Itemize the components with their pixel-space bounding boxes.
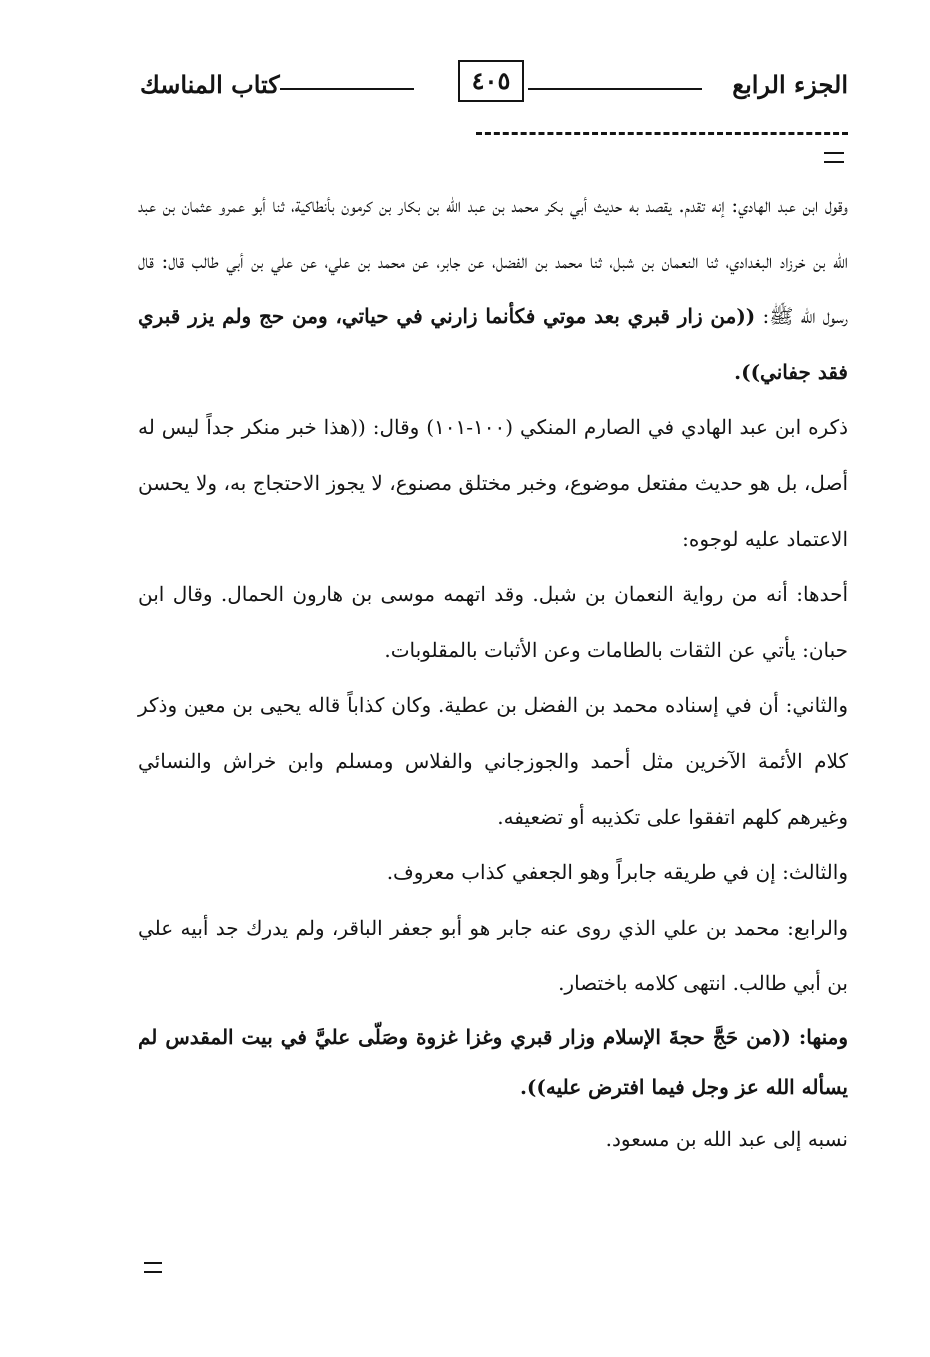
hadith-quote: ومنها: ((من حَجَّ حجةَ الإسلام وزار قبري وغزا غزوة وصَلّى عليَّ في بيت المقدس لم يسأله الله عز وجل فيما افترض عليه)). <box>138 1024 848 1099</box>
double-line-mark <box>824 152 844 163</box>
double-line-mark <box>144 1262 162 1273</box>
main-text <box>138 178 848 1168</box>
paragraph: والثاني: أن في إسناده محمد بن الفضل بن عطية. وكان كذاباً قاله يحيى بن معين وذكر كلام الأئمة الآخرين مثل أحمد والجوزجاني والفلاس ومسلم وابن خراش والنسائي وغيرهم كلهم اتفقوا على تكذيبه أو تضعيفه. <box>138 693 848 829</box>
hadith-quote: ((من زار قبري بعد موتي فكأنما زارني في حياتي، ومن حج ولم يزر قبري فقد جفاني)). <box>138 304 848 384</box>
paragraph <box>138 178 848 400</box>
paragraph: أحدها: أنه من رواية النعمان بن شبل. وقد اتهمه موسى بن هارون الحمال. وقال ابن حبان: يأتي عن الثقات بالطامات وعن الأثبات بالمقلوبات. <box>138 582 848 662</box>
paragraph-text: وقول ابن عبد الهادي: إنه تقدم. يقصد به حديث أبي بكر محمد بن عبد الله بن بكار بن كرمون بأنطاكية، ثنا أبو عمرو عثمان بن عبد الله بن خرزاد البغدادي، ثنا النعمان بن شبل، ثنا محمد بن الفضل، عن جابر، عن محمد بن علي، عن علي بن أبي طالب قال: قال رسول الله ﷺ: <box>138 193 849 329</box>
volume-title: الجزء الرابع <box>732 70 848 99</box>
page-header <box>140 58 848 118</box>
dashed-separator <box>476 132 848 135</box>
page-number: ٤٠٥ <box>458 60 524 102</box>
paragraph: والثالث: إن في طريقه جابراً وهو الجعفي كذاب معروف. <box>386 860 848 885</box>
paragraph: نسبه إلى عبد الله بن مسعود. <box>605 1126 848 1151</box>
paragraph: والرابع: محمد بن علي الذي روى عنه جابر هو أبو جعفر الباقر، ولم يدرك جد أبيه علي بن أبي طالب. انتهى كلامه باختصار. <box>138 915 848 996</box>
paragraph: ذكره ابن عبد الهادي في الصارم المنكي (١٠٠-١٠١) وقال: ((هذا خبر منكر جداً ليس له أصل، بل هو حديث مفتعل موضوع، وخبر مختلق مصنوع، لا يجوز الاحتجاج به، ولا يحسن الاعتماد عليه لوجوه: <box>138 415 849 551</box>
book-title: كتاب المناسك <box>140 70 280 99</box>
header-rule <box>280 88 414 90</box>
header-rule <box>528 88 702 90</box>
